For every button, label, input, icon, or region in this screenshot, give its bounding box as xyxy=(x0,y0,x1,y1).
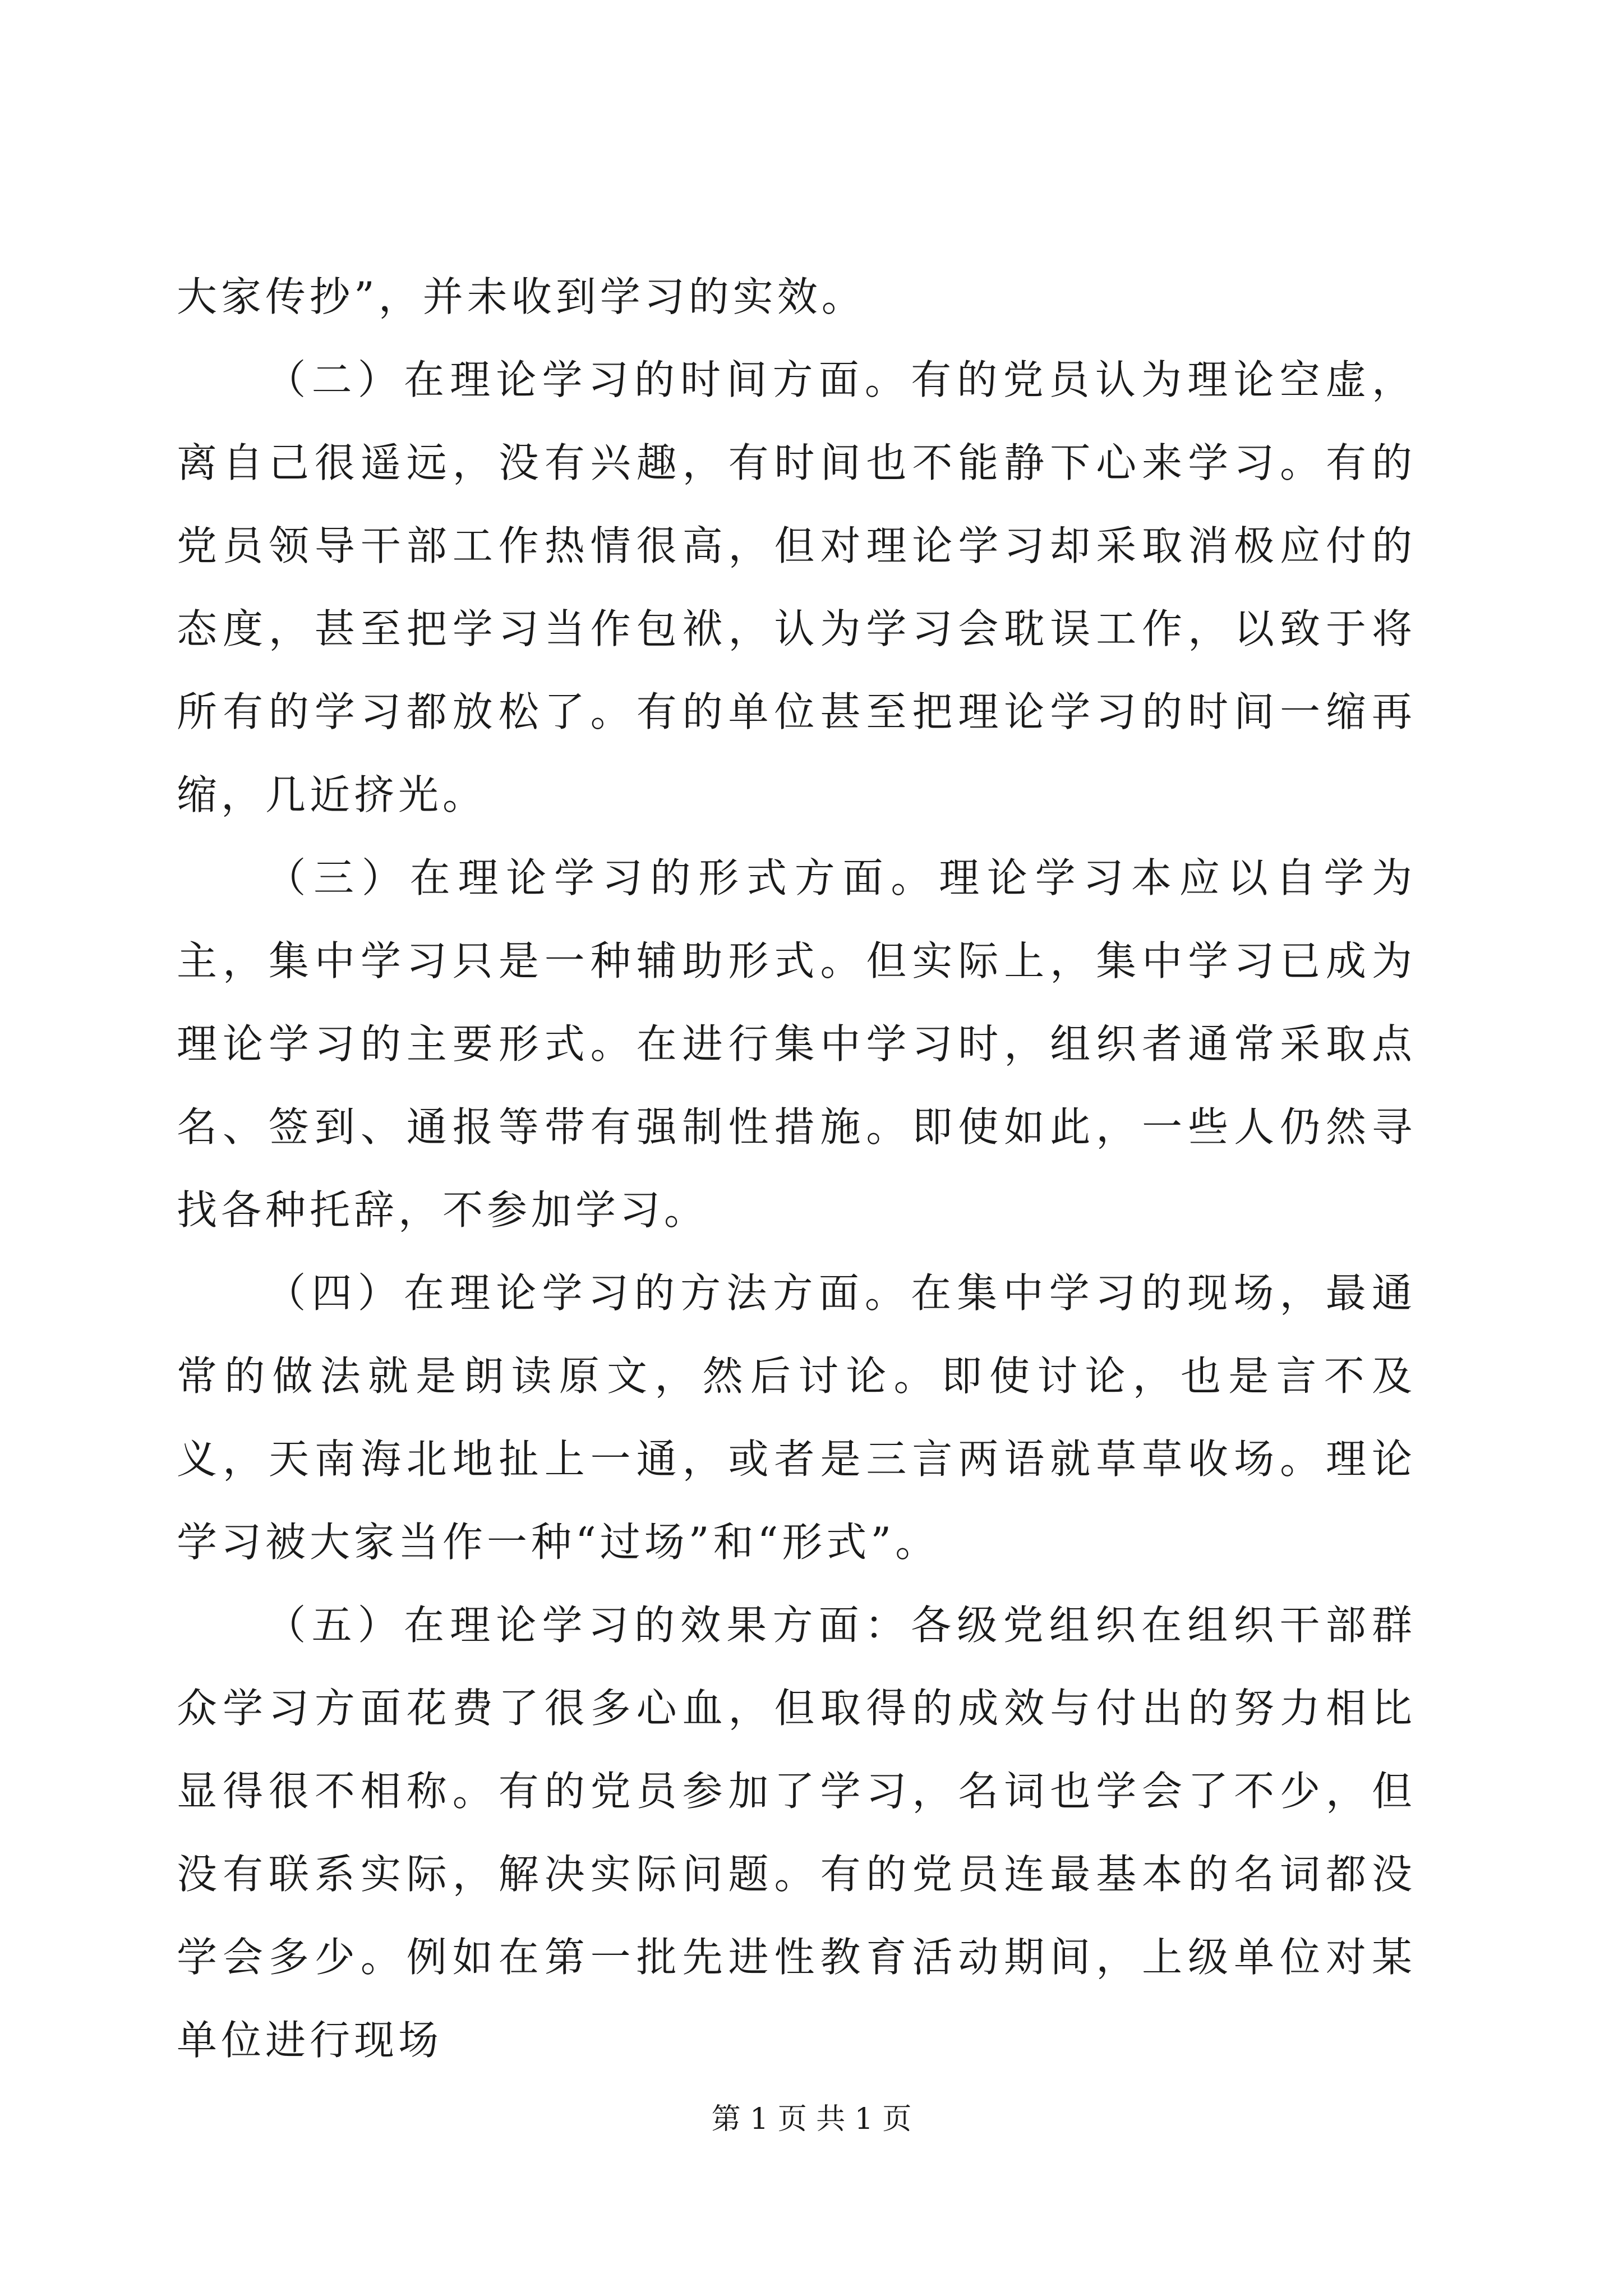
paragraph-time: （二）在理论学习的时间方面。有的党员认为理论空虚，离自己很遥远，没有兴趣，有时间也不能静下心来学习。有的党员领导干部工作热情很高，但对理论学习却采取消极应付的态度，甚至把学习当作包袱，认为学习会耽误工作，以致于将所有的学习都放松了。有的单位甚至把理论学习的时间一缩再缩，几近挤光。 xyxy=(177,356,1416,818)
page-footer: 第 1 页 共 1 页 xyxy=(711,2102,912,2136)
paragraph-form: （三）在理论学习的形式方面。理论学习本应以自学为主，集中学习只是一种辅助形式。但实际上，集中学习已成为理论学习的主要形式。在进行集中学习时，组织者通常采取点名、签到、通报等带有强制性措施。即使如此，一些人仍然寻找各种托辞，不参加学习。 xyxy=(177,854,1416,1234)
paragraph-effect: （五）在理论学习的效果方面：各级党组织在组织干部群众学习方面花费了很多心血，但取得的成效与付出的努力相比显得很不相称。有的党员参加了学习，名词也学会了不少，但没有联系实际，解决实际问题。有的党员连最基本的名词都没学会多少。例如在第一批先进性教育活动期间，上级单位对某单位进行现场 xyxy=(177,1602,1416,2064)
paragraph-method: （四）在理论学习的方法方面。在集中学习的现场，最通常的做法就是朗读原文，然后讨论。即使讨论，也是言不及义，天南海北地扯上一通，或者是三言两语就草草收场。理论学习被大家当作一种“过场”和“形式”。 xyxy=(177,1269,1416,1566)
document-body xyxy=(177,255,1416,2082)
paragraph-continuation: 大家传抄”，并未收到学习的实效。 xyxy=(177,273,866,320)
